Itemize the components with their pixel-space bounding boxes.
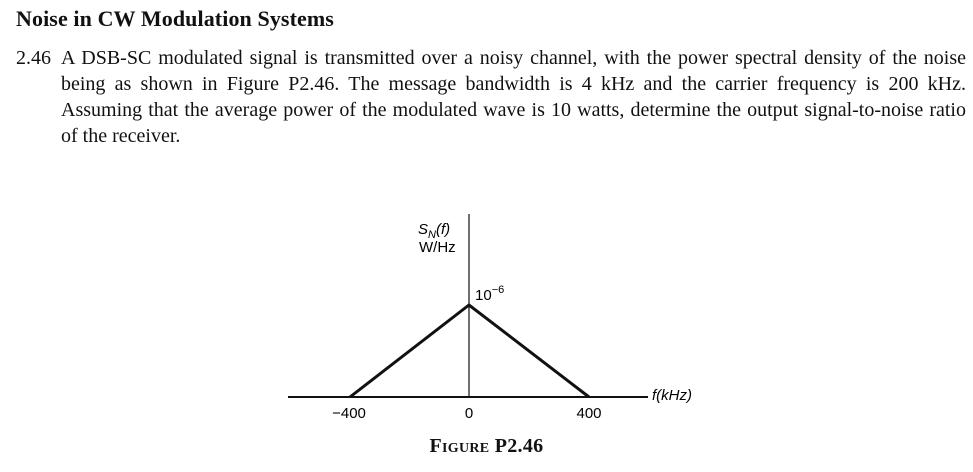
frequency-axis-label: f(kHz) — [652, 387, 692, 404]
psd-unit-label: W/Hz — [419, 239, 456, 256]
section-title: Noise in CW Modulation Systems — [16, 6, 334, 31]
problem-text: A DSB-SC modulated signal is transmitted over a noisy channel, with the power spectral density of the noise being as shown in Figure P2.46. The message bandwidth is 4 kHz and the carrier frequency is 200 kHz. Assuming that the average power of the modulated wave is 10 watts, determine the output signal-to-noise ratio of the receiver. — [61, 47, 966, 147]
psd-label-subscript: N — [428, 229, 436, 241]
tick-label-minus-400: −400 — [332, 405, 366, 422]
problem-number: 2.46 — [16, 47, 51, 69]
psd-label — [418, 221, 450, 241]
tick-label-400: 400 — [576, 405, 602, 422]
psd-label-argument: (f) — [435, 221, 451, 238]
tick-label-0: 0 — [464, 405, 474, 422]
figure-caption: Figure P2.46 — [429, 435, 544, 457]
peak-value-label — [475, 284, 504, 304]
problem — [16, 45, 966, 149]
psd-diagram — [0, 190, 973, 430]
peak-value-base: 10 — [475, 287, 492, 304]
psd-label-symbol: S — [418, 221, 429, 238]
figure-p2-46 — [0, 190, 973, 472]
peak-value-exponent: −6 — [491, 284, 505, 296]
